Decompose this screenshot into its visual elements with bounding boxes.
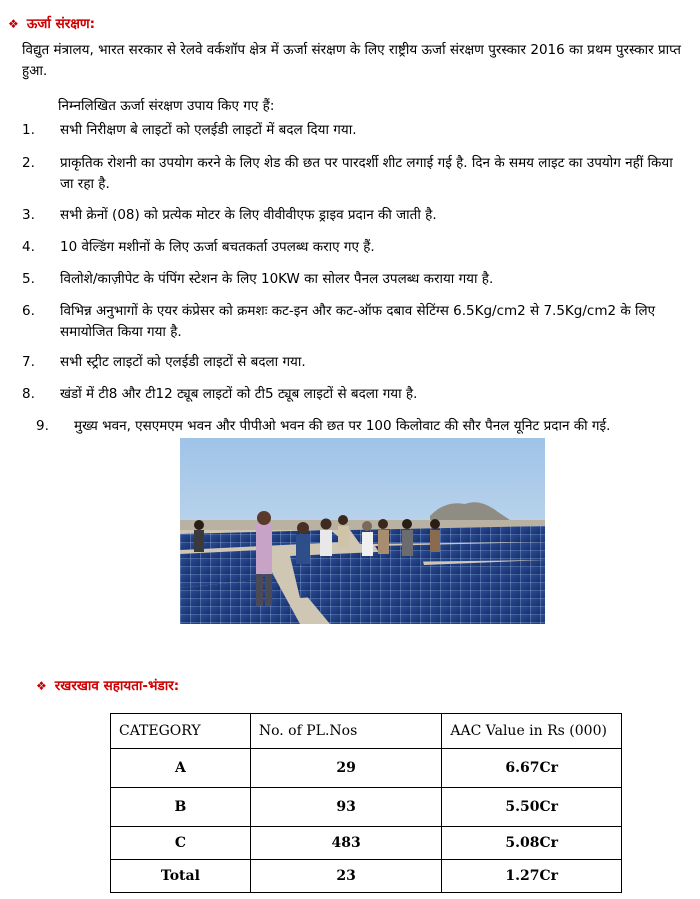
table-header-row [111, 714, 622, 749]
table-row [111, 827, 622, 860]
aac-value-cell: 5.08Cr [442, 827, 622, 860]
pl-nos-cell: 23 [250, 860, 442, 893]
aac-value-cell: 6.67Cr [442, 749, 622, 788]
table-row [111, 749, 622, 788]
maintenance-stores-heading: ❖ रखरखाव सहायता-भंडार: [36, 678, 180, 694]
pl-nos-cell: 29 [250, 749, 442, 788]
category-cell: B [111, 788, 251, 827]
column-header-category: CATEGORY [111, 714, 251, 749]
energy-intro-paragraph: विद्युत मंत्रालय, भारत सरकार से रेलवे वर्कशॉप क्षेत्र में ऊर्जा संरक्षण के लिए राष्ट्रीय ऊर्जा संरक्षण पुरस्कार 2016 का प्रथम पुरस्कार प्राप्त हुआ. [22, 42, 681, 79]
energy-conservation-heading: ❖ ऊर्जा संरक्षण: [8, 16, 96, 32]
table-row [111, 788, 622, 827]
category-cell: A [111, 749, 251, 788]
diamond-bullet-icon: ❖ [8, 17, 19, 31]
stores-table [110, 713, 622, 893]
aac-value-cell: 1.27Cr [442, 860, 622, 893]
pl-nos-cell: 93 [250, 788, 442, 827]
pl-nos-cell: 483 [250, 827, 442, 860]
column-header-aac-value: AAC Value in Rs (000) [442, 714, 622, 749]
column-header-pl-nos: No. of PL.Nos [250, 714, 442, 749]
diamond-bullet-icon: ❖ [36, 679, 47, 693]
category-cell: C [111, 827, 251, 860]
table-row [111, 860, 622, 893]
category-cell: Total [111, 860, 251, 893]
aac-value-cell: 5.50Cr [442, 788, 622, 827]
measures-subheading: निम्नलिखित ऊर्जा संरक्षण उपाय किए गए हैं: [58, 98, 275, 114]
solar-panel-photo [180, 438, 545, 624]
